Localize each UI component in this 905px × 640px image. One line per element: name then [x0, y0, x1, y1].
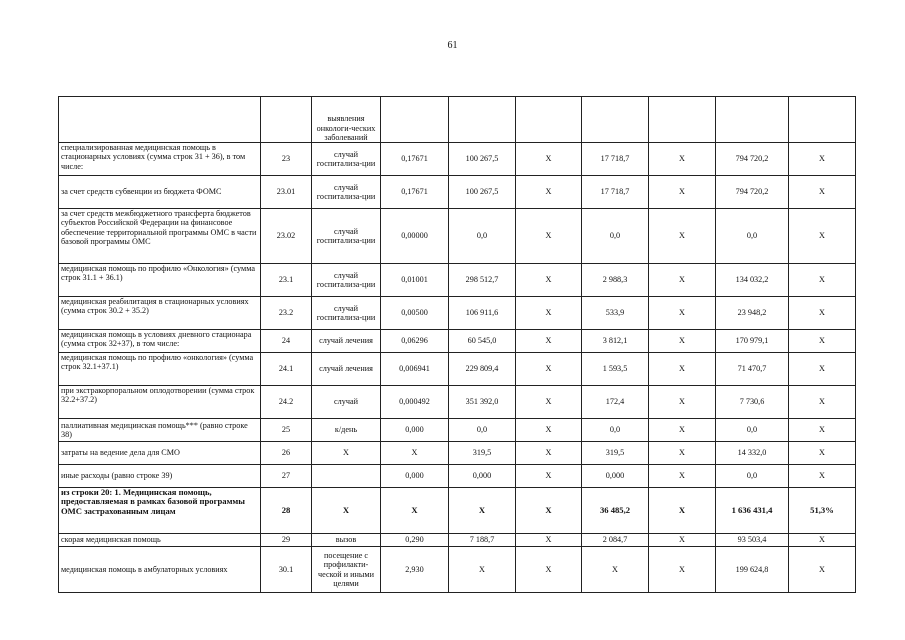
value-cell: Х [789, 297, 856, 330]
table-row [59, 534, 856, 547]
value-cell: Х [516, 534, 582, 547]
value-cell: Х [649, 547, 716, 593]
row-name-cell: медицинская помощь в условиях дневного стационара (сумма строк 32+37), в том числе: [59, 330, 261, 353]
value-cell [716, 97, 789, 143]
value-cell: 0,006941 [381, 353, 449, 386]
value-cell: 319,5 [449, 442, 516, 465]
value-cell: Х [649, 297, 716, 330]
row-name-cell: медицинская помощь по профилю «Онкология» (сумма строк 31.1 + 36.1) [59, 264, 261, 297]
value-cell: 0,00500 [381, 297, 449, 330]
value-cell: Х [449, 488, 516, 534]
unit-cell: случай госпитализа-ции [312, 297, 381, 330]
unit-cell: Х [312, 442, 381, 465]
value-cell: Х [516, 442, 582, 465]
value-cell: Х [649, 386, 716, 419]
value-cell: Х [649, 419, 716, 442]
value-cell: Х [649, 264, 716, 297]
value-cell: 14 332,0 [716, 442, 789, 465]
value-cell: Х [516, 209, 582, 264]
row-name-cell: медицинская помощь по профилю «онкология» (сумма строк 32.1+37.1) [59, 353, 261, 386]
row-code-cell: 23.1 [261, 264, 312, 297]
value-cell: Х [789, 264, 856, 297]
unit-cell: вызов [312, 534, 381, 547]
value-cell: 2,930 [381, 547, 449, 593]
value-cell: Х [789, 386, 856, 419]
value-cell: Х [789, 442, 856, 465]
value-cell: 7 188,7 [449, 534, 516, 547]
value-cell [649, 97, 716, 143]
table-row [59, 488, 856, 534]
value-cell: 533,9 [582, 297, 649, 330]
value-cell: Х [649, 442, 716, 465]
value-cell: Х [789, 353, 856, 386]
row-name-cell: за счет средств межбюджетного трансферта бюджетов субъектов Российской Федерации на финансовое обеспечение территориальной программы ОМС в части базовой программы ОМС [59, 209, 261, 264]
value-cell: Х [789, 419, 856, 442]
value-cell: Х [516, 488, 582, 534]
value-cell: Х [381, 442, 449, 465]
value-cell: 0,000 [449, 465, 516, 488]
value-cell: 93 503,4 [716, 534, 789, 547]
value-cell: Х [582, 547, 649, 593]
value-cell: 3 812,1 [582, 330, 649, 353]
row-code-cell: 24 [261, 330, 312, 353]
unit-cell: случай лечения [312, 330, 381, 353]
value-cell: Х [381, 488, 449, 534]
row-name-cell: за счет средств субвенции из бюджета ФОМС [59, 176, 261, 209]
value-cell: Х [516, 547, 582, 593]
value-cell: 0,000492 [381, 386, 449, 419]
value-cell: 0,0 [716, 419, 789, 442]
value-cell: 17 718,7 [582, 176, 649, 209]
value-cell: 2 988,3 [582, 264, 649, 297]
table-row [59, 465, 856, 488]
value-cell: Х [789, 465, 856, 488]
value-cell: 36 485,2 [582, 488, 649, 534]
value-cell: 794 720,2 [716, 143, 789, 176]
table-row [59, 353, 856, 386]
value-cell: 0,0 [449, 419, 516, 442]
row-code-cell: 23.02 [261, 209, 312, 264]
value-cell: Х [789, 176, 856, 209]
value-cell: 0,000 [381, 465, 449, 488]
unit-cell: посещение с профилакти-ческой и иными целями [312, 547, 381, 593]
table-row [59, 97, 856, 143]
row-code-cell: 24.1 [261, 353, 312, 386]
row-code-cell: 29 [261, 534, 312, 547]
value-cell: 199 624,8 [716, 547, 789, 593]
unit-cell: случай госпитализа-ции [312, 209, 381, 264]
value-cell: 2 084,7 [582, 534, 649, 547]
value-cell: 0,01001 [381, 264, 449, 297]
value-cell: 0,0 [716, 465, 789, 488]
unit-cell: случай госпитализа-ции [312, 176, 381, 209]
row-code-cell: 25 [261, 419, 312, 442]
unit-cell: случай лечения [312, 353, 381, 386]
value-cell: 0,0 [582, 419, 649, 442]
table-row [59, 176, 856, 209]
row-name-cell: медицинская помощь в амбулаторных условиях [59, 547, 261, 593]
row-code-cell: 23.01 [261, 176, 312, 209]
value-cell: 23 948,2 [716, 297, 789, 330]
value-cell: Х [649, 465, 716, 488]
value-cell: 172,4 [582, 386, 649, 419]
value-cell: 7 730,6 [716, 386, 789, 419]
value-cell [582, 97, 649, 143]
value-cell: 0,00000 [381, 209, 449, 264]
value-cell [381, 97, 449, 143]
value-cell: Х [789, 330, 856, 353]
unit-cell: выявления онкологи-ческих заболеваний [312, 97, 381, 143]
row-code-cell [261, 97, 312, 143]
value-cell: 106 911,6 [449, 297, 516, 330]
unit-cell: случай госпитализа-ции [312, 264, 381, 297]
value-cell: 60 545,0 [449, 330, 516, 353]
value-cell: 51,3% [789, 488, 856, 534]
value-cell: Х [516, 419, 582, 442]
table-row [59, 386, 856, 419]
row-name-cell: скорая медицинская помощь [59, 534, 261, 547]
value-cell: Х [649, 176, 716, 209]
value-cell: 0,0 [716, 209, 789, 264]
table-body [59, 97, 856, 593]
value-cell: Х [649, 488, 716, 534]
row-name-cell: паллиативная медицинская помощь*** (равно строке 38) [59, 419, 261, 442]
row-code-cell: 28 [261, 488, 312, 534]
unit-cell: Х [312, 488, 381, 534]
value-cell: 0,17671 [381, 176, 449, 209]
row-name-cell: специализированная медицинская помощь в стационарных условиях (сумма строк 31 + 36), в том числе: [59, 143, 261, 176]
value-cell: Х [516, 143, 582, 176]
row-code-cell: 23.2 [261, 297, 312, 330]
row-code-cell: 27 [261, 465, 312, 488]
value-cell: Х [516, 330, 582, 353]
row-name-cell: из строки 20: 1. Медицинская помощь, предоставляемая в рамках базовой программы ОМС застрахованным лицам [59, 488, 261, 534]
row-name-cell [59, 97, 261, 143]
row-name-cell: иные расходы (равно строке 39) [59, 465, 261, 488]
value-cell [789, 97, 856, 143]
value-cell: 0,000 [582, 465, 649, 488]
value-cell: 1 593,5 [582, 353, 649, 386]
row-code-cell: 23 [261, 143, 312, 176]
page-number: 61 [447, 40, 458, 51]
value-cell: 298 512,7 [449, 264, 516, 297]
unit-cell [312, 465, 381, 488]
value-cell: 0,0 [449, 209, 516, 264]
value-cell: 351 392,0 [449, 386, 516, 419]
row-name-cell: затраты на ведение дела для СМО [59, 442, 261, 465]
row-code-cell: 30.1 [261, 547, 312, 593]
table-row [59, 330, 856, 353]
value-cell: 100 267,5 [449, 143, 516, 176]
value-cell: Х [516, 386, 582, 419]
value-cell: Х [516, 176, 582, 209]
value-cell: Х [516, 353, 582, 386]
value-cell: Х [789, 547, 856, 593]
row-name-cell: медицинская реабилитация в стационарных условиях (сумма строк 30.2 + 35.2) [59, 297, 261, 330]
value-cell [516, 97, 582, 143]
unit-cell: случай [312, 386, 381, 419]
value-cell: Х [649, 330, 716, 353]
table-row [59, 143, 856, 176]
row-name-cell: при экстракорпоральном оплодотворении (сумма строк 32.2+37.2) [59, 386, 261, 419]
financial-table [58, 96, 856, 593]
table-row [59, 209, 856, 264]
value-cell: 170 979,1 [716, 330, 789, 353]
value-cell: Х [789, 143, 856, 176]
value-cell: 794 720,2 [716, 176, 789, 209]
unit-cell: случай госпитализа-ции [312, 143, 381, 176]
value-cell: Х [649, 353, 716, 386]
table-row [59, 442, 856, 465]
table-row [59, 547, 856, 593]
value-cell: 319,5 [582, 442, 649, 465]
value-cell: 1 636 431,4 [716, 488, 789, 534]
value-cell: 0,17671 [381, 143, 449, 176]
value-cell: Х [449, 547, 516, 593]
row-code-cell: 26 [261, 442, 312, 465]
value-cell: Х [516, 297, 582, 330]
value-cell: 0,06296 [381, 330, 449, 353]
value-cell: Х [649, 143, 716, 176]
value-cell: Х [649, 534, 716, 547]
row-code-cell: 24.2 [261, 386, 312, 419]
table-row [59, 419, 856, 442]
value-cell: 0,000 [381, 419, 449, 442]
value-cell: Х [789, 534, 856, 547]
value-cell: 134 032,2 [716, 264, 789, 297]
value-cell: Х [516, 264, 582, 297]
value-cell [449, 97, 516, 143]
value-cell: 71 470,7 [716, 353, 789, 386]
value-cell: Х [649, 209, 716, 264]
unit-cell: к/день [312, 419, 381, 442]
value-cell: 0,0 [582, 209, 649, 264]
value-cell: Х [516, 465, 582, 488]
value-cell: 100 267,5 [449, 176, 516, 209]
value-cell: 0,290 [381, 534, 449, 547]
value-cell: 17 718,7 [582, 143, 649, 176]
value-cell: 229 809,4 [449, 353, 516, 386]
value-cell: Х [789, 209, 856, 264]
table-row [59, 297, 856, 330]
table-row [59, 264, 856, 297]
